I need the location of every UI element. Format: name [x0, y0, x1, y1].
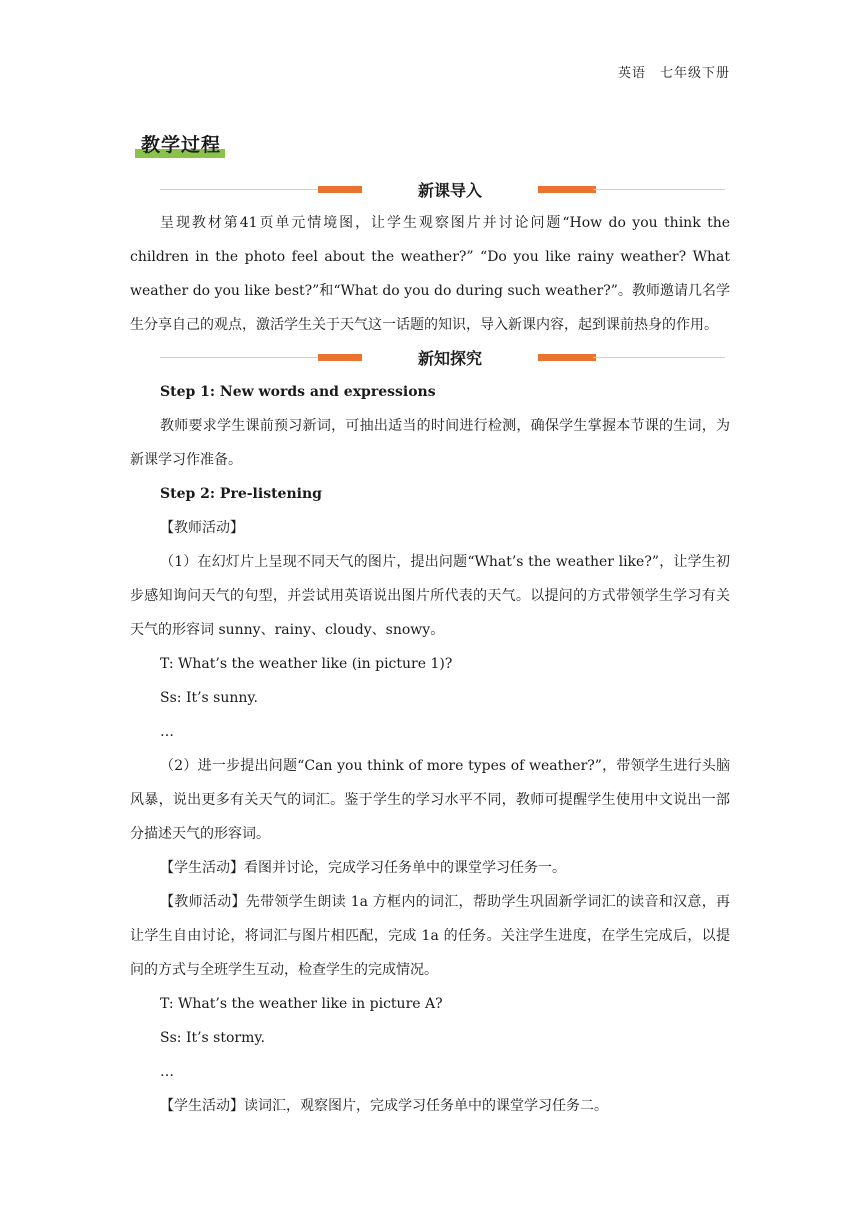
section-title [135, 128, 225, 158]
step2-item2: （2）进一步提出问题“Can you think of more types of weather?”，带领学生进行头脑风暴，说出更多有关天气的词汇。鉴于学生的学习水平不同，教师可提醒学生使用中文说出一部分描述天气的形容词。 [130, 758, 730, 842]
divider-explore-label: 新知探究 [417, 349, 482, 368]
dialog2-teacher: T: What’s the weather like in picture A? [160, 996, 443, 1012]
student-activity-1: 【学生活动】看图并讨论，完成学习任务单中的课堂学习任务一。 [160, 860, 566, 876]
divider-intro-label: 新课导入 [417, 181, 482, 200]
ellipsis-2: … [160, 1064, 174, 1080]
step2-title: Step 2: Pre-listening [160, 486, 322, 502]
step1-text: 教师要求学生课前预习新词，可抽出适当的时间进行检测，确保学生掌握本节课的生词，为新课学习作准备。 [130, 418, 730, 468]
explore-block [130, 375, 730, 1123]
dialog1-students: Ss: It’s sunny. [160, 690, 258, 706]
dialog2-students: Ss: It’s stormy. [160, 1030, 265, 1046]
teacher-activity-label: 【教师活动】 [160, 520, 244, 536]
intro-block [130, 206, 730, 342]
step1-title: Step 1: New words and expressions [160, 384, 436, 400]
grade-label: 七年级下册 [659, 66, 730, 81]
student-activity-2: 【学生活动】读词汇，观察图片，完成学习任务单中的课堂学习任务二。 [160, 1098, 608, 1114]
intro-paragraph: 呈现教材第41页单元情境图，让学生观察图片并讨论问题“How do you think the children in the photo feel about the weather?” “Do you like rainy weather? What weather do you like best?”和“What do you do during such weather?”。教师邀请几名学生分享自己的观点，激活学生关于天气这一话题的知识，导入新课内容，起到课前热身的作用。 [130, 215, 730, 333]
section-title-text: 教学过程 [141, 134, 222, 156]
teacher-activity-2: 【教师活动】先带领学生朗读 1a 方框内的词汇，帮助学生巩固新学词汇的读音和汉意，再让学生自由讨论，将词汇与图片相匹配，完成 1a 的任务。关注学生进度，在学生完成后，以提问的方式与全班学生互动，检查学生的完成情况。 [130, 894, 730, 978]
step2-item1: （1）在幻灯片上呈现不同天气的图片，提出问题“What’s the weather like?”，让学生初步感知询问天气的句型，并尝试用英语说出图片所代表的天气。以提问的方式带领学生学习有关天气的形容词 sunny、rainy、cloudy、snowy。 [130, 554, 730, 638]
divider-intro [160, 175, 725, 205]
subject-label: 英语 [617, 66, 646, 81]
ellipsis-1: … [160, 724, 174, 740]
dialog1-teacher: T: What’s the weather like (in picture 1)? [160, 656, 453, 672]
page-header [618, 62, 730, 81]
divider-explore [160, 343, 725, 373]
